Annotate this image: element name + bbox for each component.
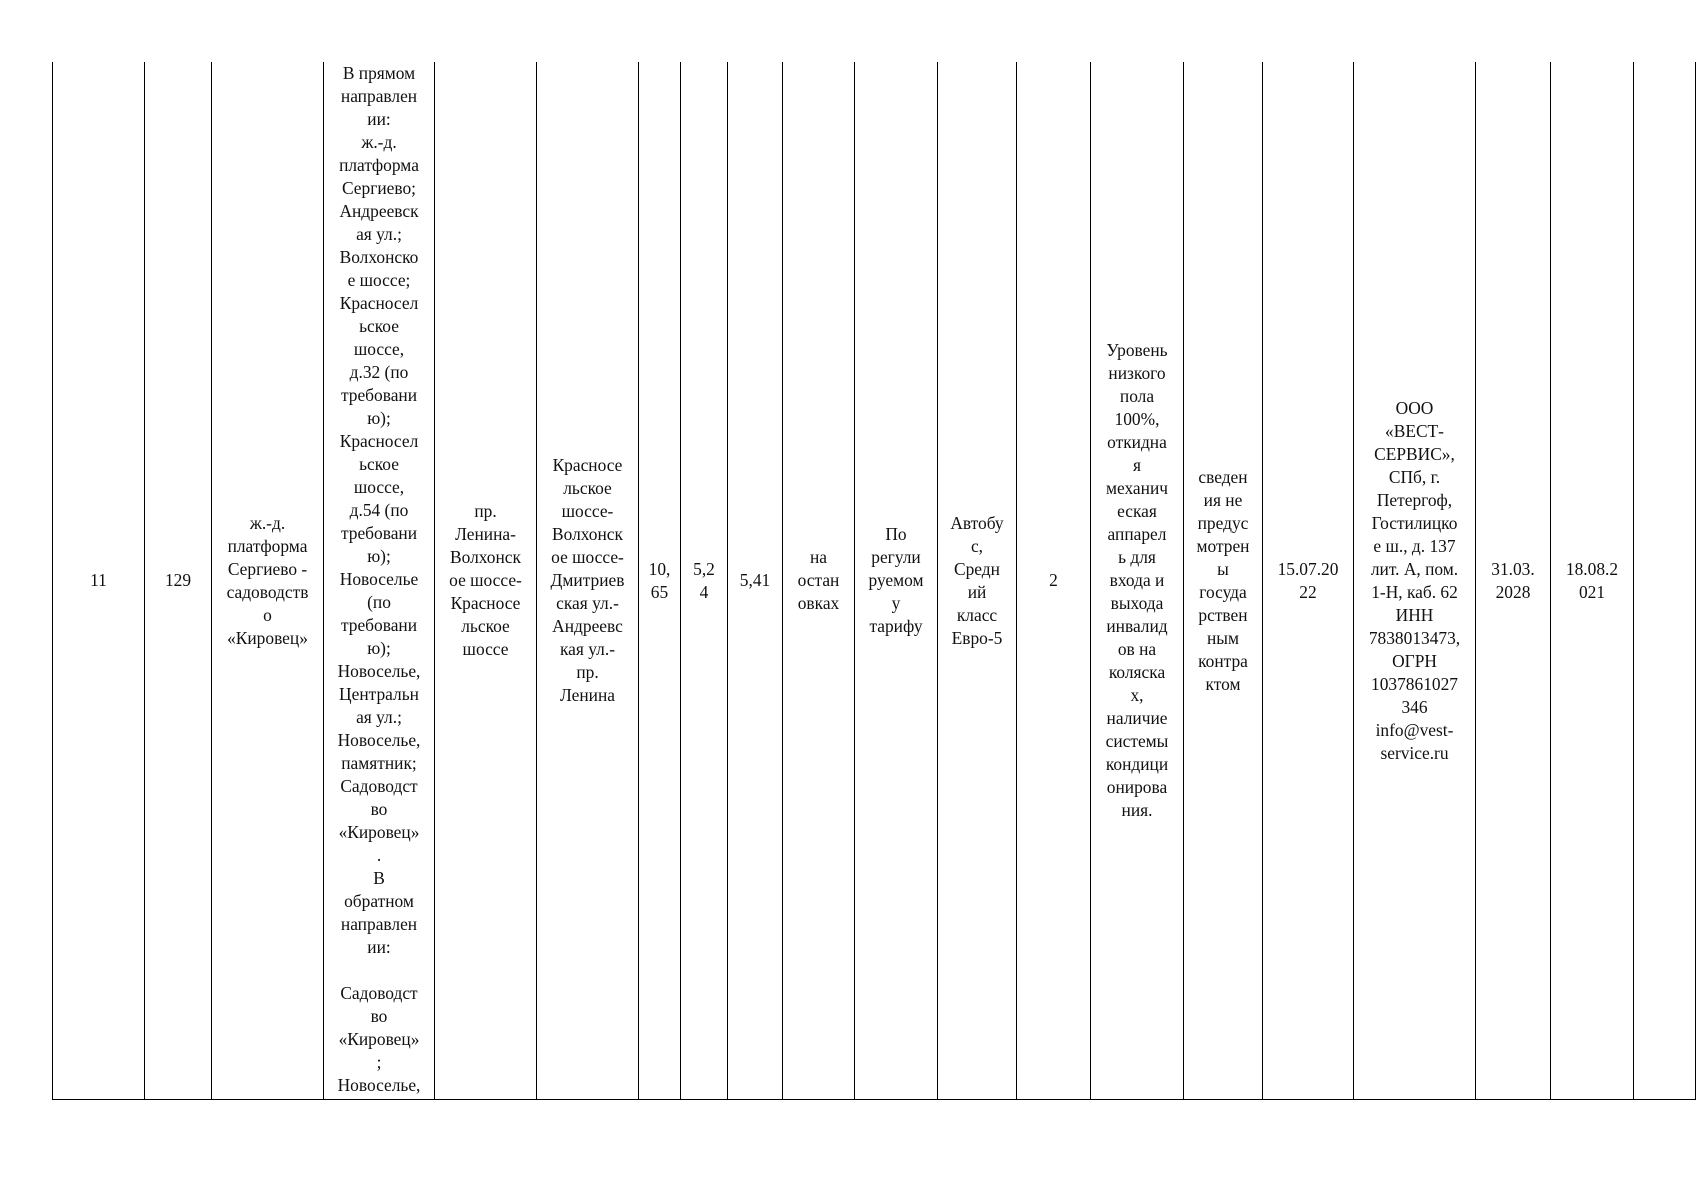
- cell-start-date: 15.07.20 22: [1263, 62, 1354, 1100]
- cell-stops: В прямом направлен ии: ж.-д. платформа Сергиево; Андреевск ая ул.; Волхонско е шоссе; Красносел ьское шоссе, д.32 (по требовани ю); Красносел ьское шоссе, д.54 (по требовани ю); Новоселье (по требовани ю); Новоселье, Центральн ая ул.; Новоселье, памятник; Садоводст во «Кировец» . В обратном направлен ии: Садоводст во «Кировец» ; Новоселье,: [324, 62, 435, 1100]
- cell-contract: сведен ия не предус мотрен ы госуда рствен ным контра ктом: [1184, 62, 1263, 1100]
- cell-vehicle-type: Автобу с, Средн ий класс Евро-5: [938, 62, 1017, 1100]
- route-registry-table: [52, 62, 1696, 1100]
- cell-empty: [1634, 62, 1696, 1100]
- cell-end-date: 31.03. 2028: [1476, 62, 1551, 1100]
- cell-route-number: 129: [145, 62, 212, 1100]
- cell-streets-forward: пр. Ленина- Волхонск ое шоссе- Красносе льское шоссе: [435, 62, 537, 1100]
- cell-streets-backward: Красносе льское шоссе- Волхонск ое шоссе- Дмитриев ская ул.- Андреевс кая ул.- пр. Ленина: [537, 62, 639, 1100]
- table-row: [53, 62, 1696, 1100]
- cell-boarding-order: на остан овках: [783, 62, 855, 1100]
- registry-sheet: [52, 62, 1695, 1100]
- cell-issue-date: 18.08.2 021: [1551, 62, 1634, 1100]
- cell-vehicle-features: Уровень низкого пола 100%, откидна я механич еская аппарел ь для входа и выхода инвалид ов на коляска х, наличие системы кондици онирова ния.: [1091, 62, 1184, 1100]
- cell-vehicle-count: 2: [1017, 62, 1091, 1100]
- cell-row-number: 11: [53, 62, 145, 1100]
- cell-carrier: ООО «ВЕСТ- СЕРВИС», СПб, г. Петергоф, Гостилицко е ш., д. 137 лит. А, пом. 1-Н, каб. 62 ИНН 7838013473, ОГРН 1037861027 346 info@vest- service.ru: [1354, 62, 1476, 1100]
- cell-tariff: По регули руемом у тарифу: [855, 62, 938, 1100]
- cell-length-backward: 5,2 4: [681, 62, 728, 1100]
- cell-length-forward: 10, 65: [639, 62, 681, 1100]
- cell-route-name: ж.-д. платформа Сергиево - садоводств о «Кировец»: [212, 62, 324, 1100]
- cell-length-total: 5,41: [728, 62, 783, 1100]
